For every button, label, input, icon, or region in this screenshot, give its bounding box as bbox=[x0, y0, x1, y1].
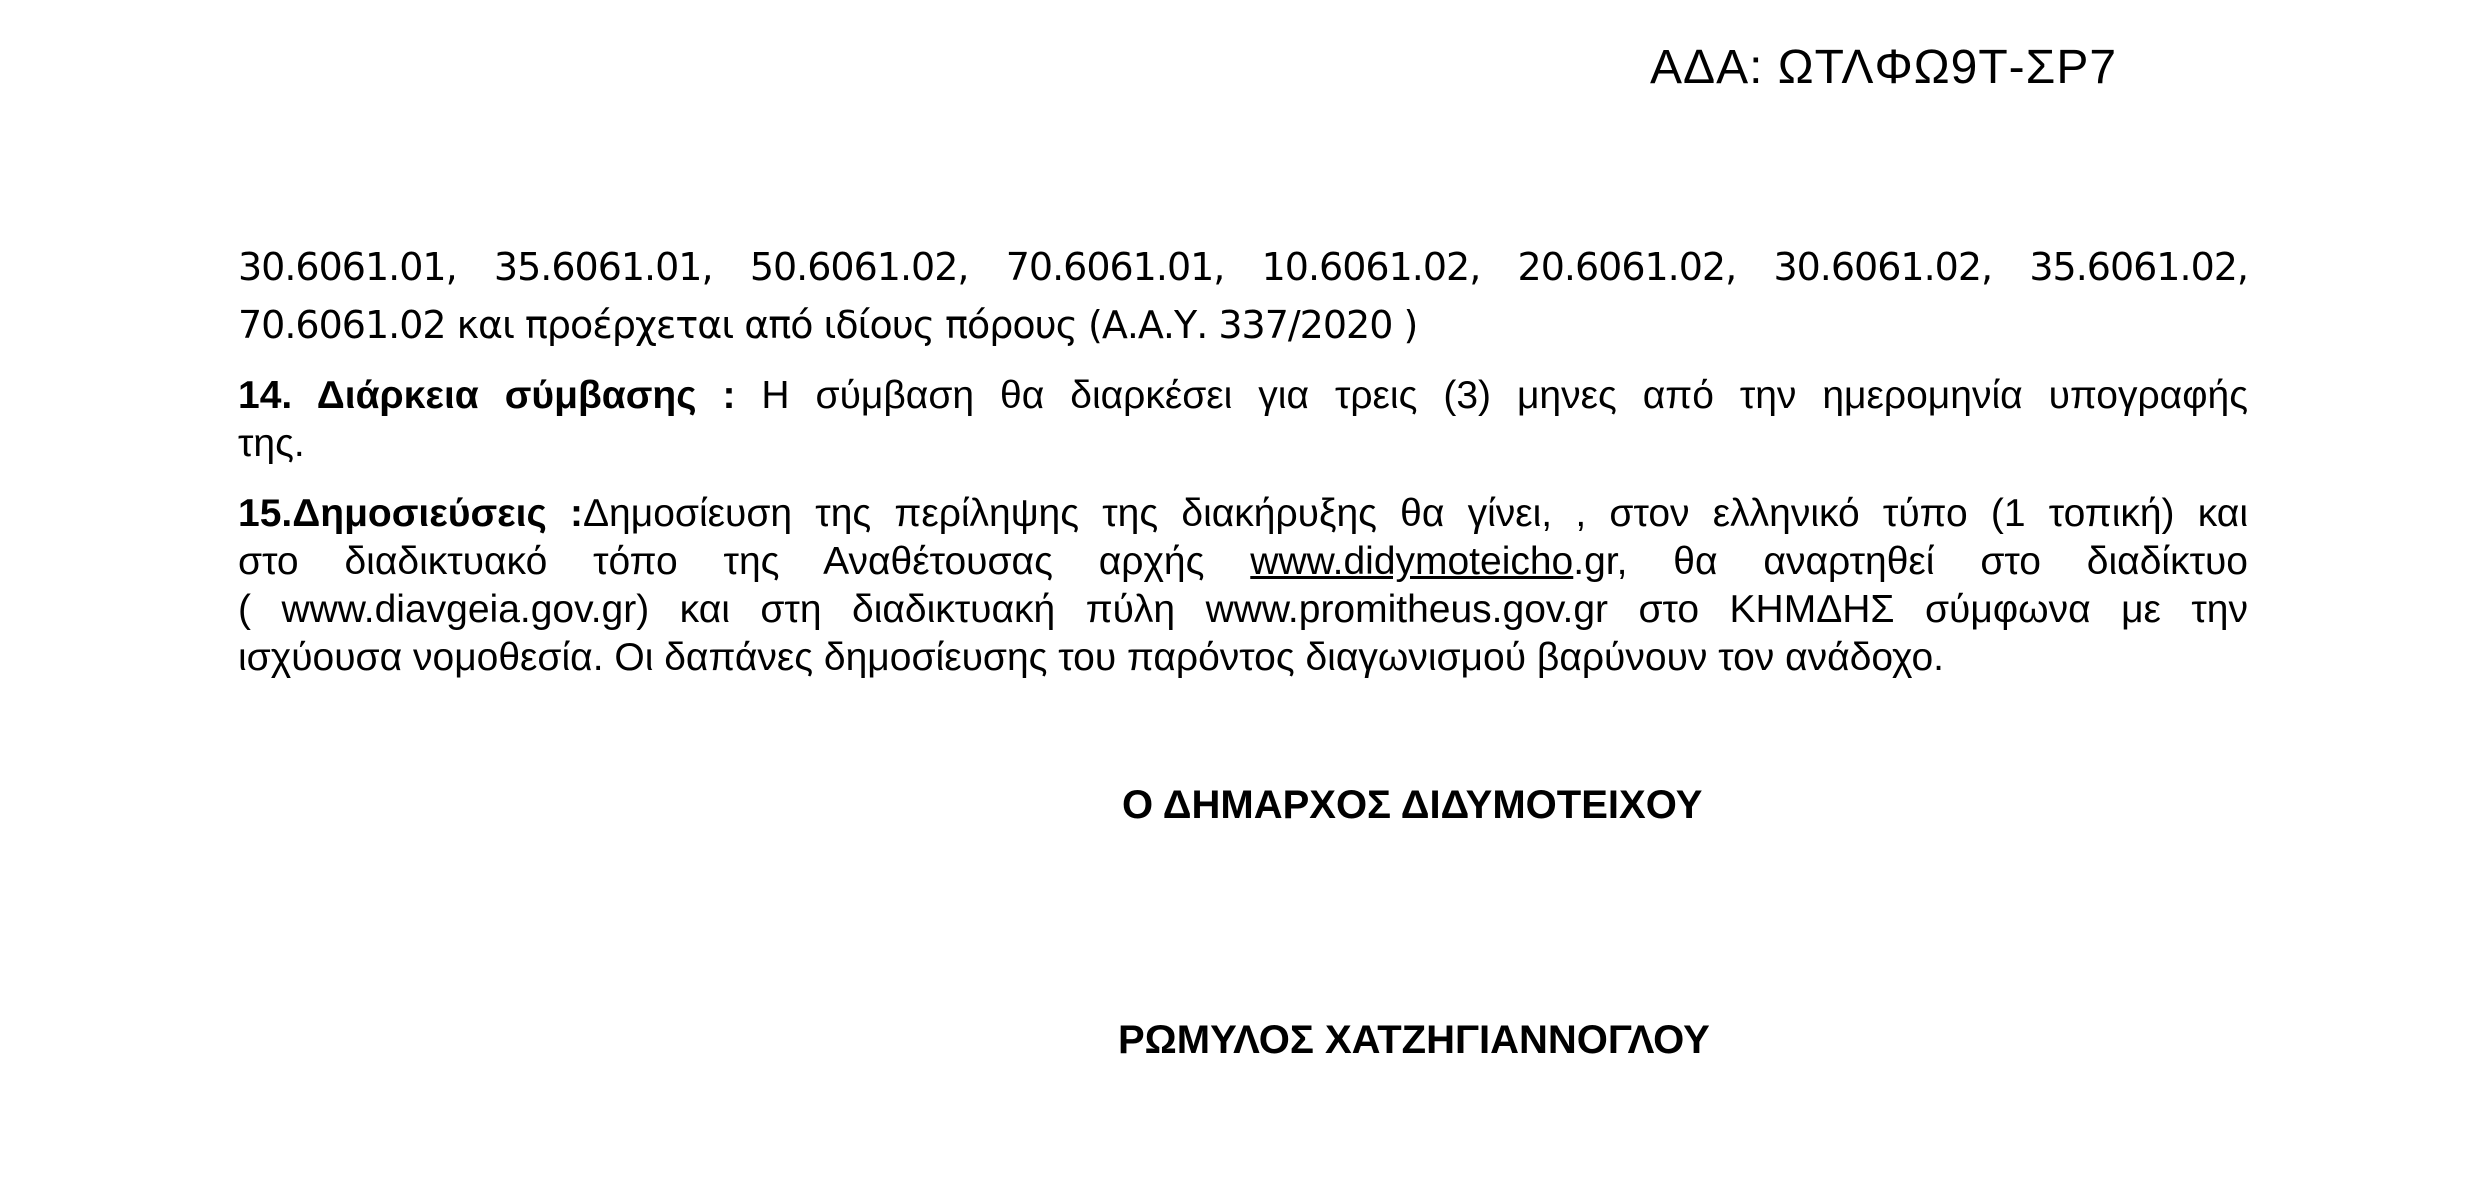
section-15-paragraph bbox=[238, 490, 2248, 682]
section-14-heading: 14. Διάρκεια σύμβασης : bbox=[238, 374, 736, 417]
section-15-text-2a: στο διαδικτυακό τόπο της Αναθέτουσας αρχής bbox=[238, 540, 1251, 583]
section-14-paragraph bbox=[238, 372, 2248, 468]
budget-source-line: 70.6061.02 και προέρχεται από ιδίους πόρους (Α.Α.Υ. 337/2020 ) bbox=[238, 303, 1418, 347]
budget-codes-line: 30.6061.01, 35.6061.01, 50.6061.02, 70.6061.01, 10.6061.02, 20.6061.02, 30.6061.02, 35.6061.02, bbox=[238, 245, 2248, 289]
document-body bbox=[238, 238, 2248, 682]
section-14-text: Η σύμβαση θα διαρκέσει για τρεις (3) μηνες από την ημερομηνία υπογραφής bbox=[735, 374, 2248, 417]
ada-code: ΑΔΑ: ΩΤΛΦΩ9Τ-ΣΡ7 bbox=[1650, 41, 2118, 94]
section-14-line-1 bbox=[238, 372, 2248, 420]
section-15-heading: 15.Δημοσιεύσεις : bbox=[238, 492, 583, 535]
section-15-line-1 bbox=[238, 490, 2248, 538]
section-15-line-2 bbox=[238, 538, 2248, 586]
section-15-line-4: ισχύουσα νομοθεσία. Οι δαπάνες δημοσίευσης του παρόντος διαγωνισμού βαρύνουν τον ανάδοχο. bbox=[238, 636, 1945, 679]
didymoteicho-link[interactable]: www.didymoteicho bbox=[1250, 540, 1574, 583]
section-15-text-2b: .gr, θα αναρτηθεί στο διαδίκτυο bbox=[1573, 540, 2249, 583]
signature-title: Ο ΔΗΜΑΡΧΟΣ ΔΙΔΥΜΟΤΕΙΧΟΥ bbox=[1122, 783, 1703, 827]
section-14-line-2: της. bbox=[238, 422, 305, 465]
signature-name: ΡΩΜΥΛΟΣ ΧΑΤΖΗΓΙΑΝΝΟΓΛΟΥ bbox=[1118, 1018, 1710, 1062]
section-15-text-1: Δημοσίευση της περίληψης της διακήρυξης θα γίνει, , στον ελληνικό τύπο (1 τοπική) και bbox=[582, 492, 2248, 535]
section-15-line-3: ( www.diavgeia.gov.gr) και στη διαδικτυακή πύλη www.promitheus.gov.gr στο ΚΗΜΔΗΣ σύμφωνα με την bbox=[238, 588, 2248, 631]
budget-codes-paragraph bbox=[238, 238, 2248, 354]
